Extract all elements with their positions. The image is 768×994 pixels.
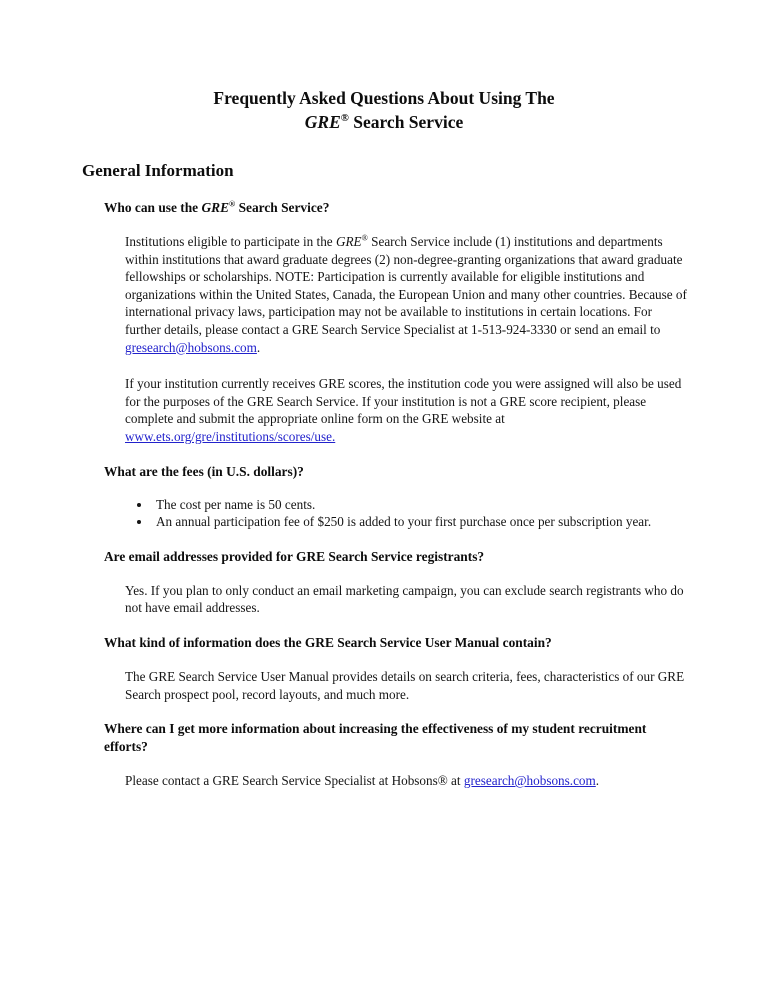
- title-line-2: GRE® Search Service: [304, 112, 464, 132]
- answer-who-can-use-paragraph-2: If your institution currently receives GRE scores, the institution code you were assigned will also be used for the purposes of the GRE Search Service. If your institution is not a GRE score recipient, please complete and submit the appropriate online form on the GRE website at www.ets.org/gre/institutions/scores/use.: [125, 376, 682, 444]
- answer-more-information: Please contact a GRE Search Service Specialist at Hobsons® at gresearch@hobsons.com.: [125, 773, 600, 789]
- question-user-manual: What kind of information does the GRE Search Service User Manual contain?: [104, 634, 552, 650]
- title-line-1: Frequently Asked Questions About Using The: [213, 88, 555, 108]
- italic-text: GRE: [304, 112, 341, 132]
- list-item-cost-per-name: • The cost per name is 50 cents.: [152, 496, 697, 514]
- registered-trademark-superscript: ®: [229, 199, 236, 209]
- italic-text: GRE: [201, 200, 230, 215]
- registered-trademark-superscript: ®: [361, 233, 368, 243]
- question-email-addresses: Are email addresses provided for GRE Search Service registrants?: [104, 548, 485, 564]
- section-heading-general-information: General Information: [82, 161, 234, 180]
- italic-text: GRE: [335, 234, 362, 249]
- answer-who-can-use-paragraph-1: Institutions eligible to participate in the GRE® Search Service include (1) institutions and departments within institutions that award graduate degrees (2) non-degree-granting organizations that award graduate fellowships or scholarships. NOTE: Participation is currently available for eligible institutions and organizations within the United States, Canada, the European Union and many other countries. Because of international privacy laws, participation may not be available to institutions in certain locations. For further details, please contact a GRE Search Service Specialist at 1-513-924-3330 or send an email to gresearch@hobsons.com.: [125, 233, 687, 355]
- question-fees: What are the fees (in U.S. dollars)?: [104, 463, 304, 479]
- list-item-annual-fee: • An annual participation fee of $250 is added to your first purchase once per subscription year.: [152, 513, 697, 531]
- fees-bullet-list: [152, 496, 728, 531]
- question-more-information: Where can I get more information about increasing the effectiveness of my student recruitment efforts?: [104, 721, 647, 755]
- hyperlink[interactable]: gresearch@hobsons.com: [125, 339, 257, 355]
- question-who-can-use: Who can use the GRE® Search Service?: [104, 199, 330, 215]
- document-title: [0, 0, 768, 134]
- hyperlink[interactable]: gresearch@hobsons.com: [463, 773, 596, 789]
- hyperlink[interactable]: www.ets.org/gre/institutions/scores/use.: [125, 428, 336, 444]
- registered-trademark-superscript: ®: [340, 112, 349, 125]
- answer-email-addresses: Yes. If you plan to only conduct an email marketing campaign, you can exclude search registrants who do not have email addresses.: [125, 582, 684, 616]
- answer-user-manual: The GRE Search Service User Manual provides details on search criteria, fees, characteristics of our GRE Search prospect pool, record layouts, and much more.: [125, 668, 685, 702]
